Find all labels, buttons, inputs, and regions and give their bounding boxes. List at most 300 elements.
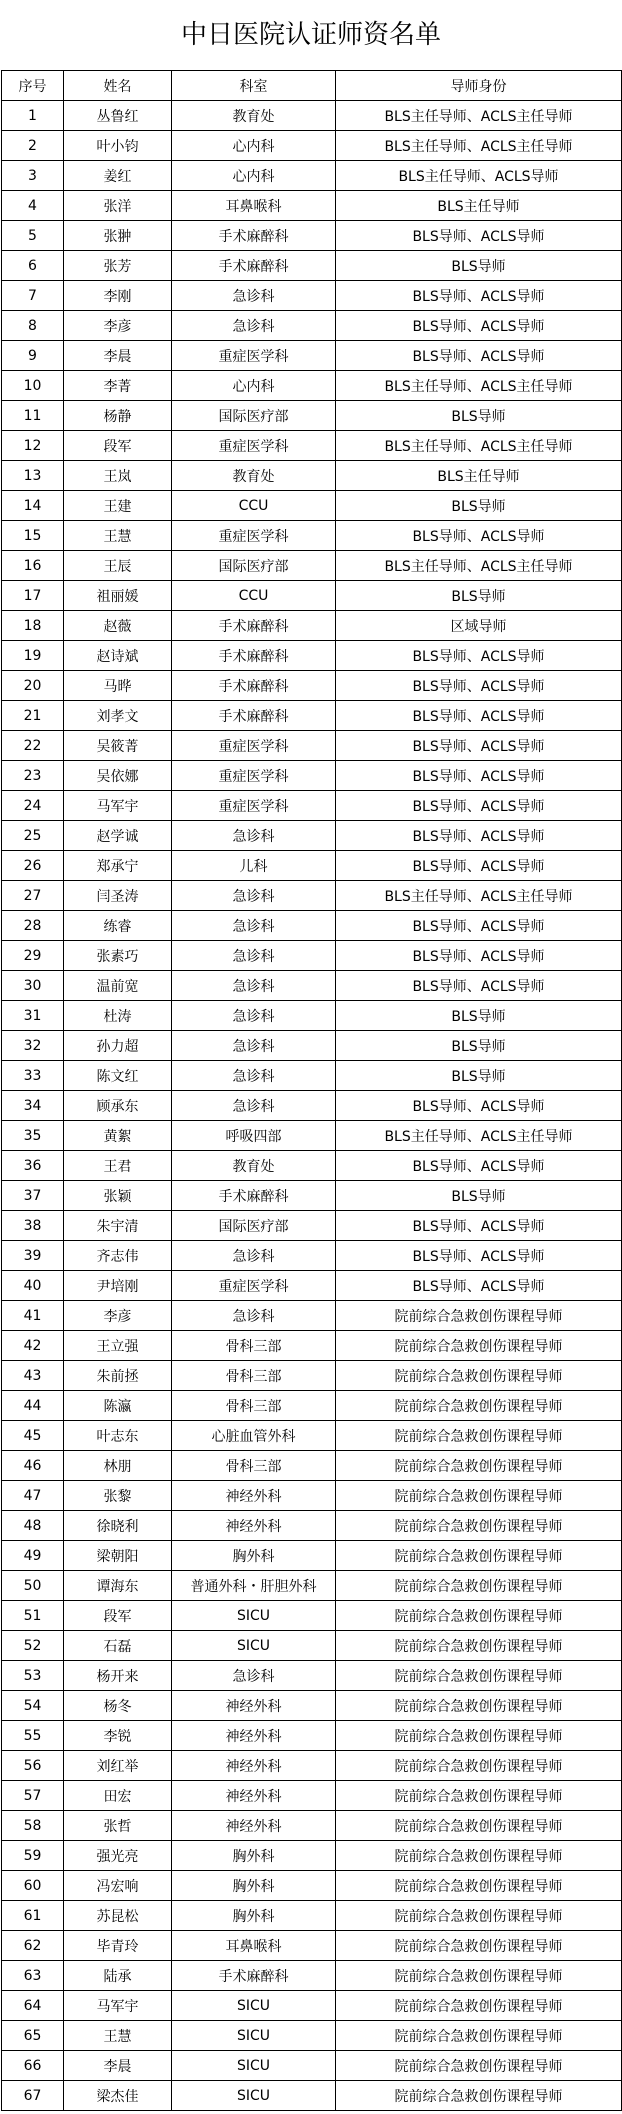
- cell-name: 陆承: [64, 1961, 172, 1991]
- table-row: [2, 371, 622, 401]
- cell-index: 58: [2, 1811, 64, 1841]
- cell-department: 重症医学科: [172, 791, 336, 821]
- cell-department: 儿科: [172, 851, 336, 881]
- table-row: [2, 1961, 622, 1991]
- cell-role: BLS主任导师、ACLS主任导师: [336, 431, 622, 461]
- cell-department: 心内科: [172, 161, 336, 191]
- cell-role: 院前综合急救创伤课程导师: [336, 1331, 622, 1361]
- cell-department: 教育处: [172, 461, 336, 491]
- cell-role: 院前综合急救创伤课程导师: [336, 1871, 622, 1901]
- table-row: [2, 1541, 622, 1571]
- table-row: [2, 1751, 622, 1781]
- cell-department: 骨科三部: [172, 1451, 336, 1481]
- cell-department: 急诊科: [172, 1001, 336, 1031]
- cell-role: BLS导师、ACLS导师: [336, 761, 622, 791]
- table-row: [2, 1601, 622, 1631]
- table-row: [2, 1061, 622, 1091]
- cell-department: 重症医学科: [172, 341, 336, 371]
- cell-name: 祖丽媛: [64, 581, 172, 611]
- faculty-table: [1, 70, 622, 2111]
- table-row: [2, 611, 622, 641]
- cell-role: 院前综合急救创伤课程导师: [336, 1991, 622, 2021]
- cell-role: BLS主任导师、ACLS主任导师: [336, 371, 622, 401]
- cell-role: BLS主任导师、ACLS主任导师: [336, 551, 622, 581]
- cell-name: 李彦: [64, 311, 172, 341]
- cell-name: 马军宇: [64, 791, 172, 821]
- cell-department: 急诊科: [172, 1031, 336, 1061]
- cell-name: 石磊: [64, 1631, 172, 1661]
- table-row: [2, 191, 622, 221]
- table-row: [2, 1121, 622, 1151]
- table-row: [2, 521, 622, 551]
- cell-name: 陈瀛: [64, 1391, 172, 1421]
- table-body: [2, 101, 622, 2111]
- cell-name: 顾承东: [64, 1091, 172, 1121]
- cell-index: 47: [2, 1481, 64, 1511]
- cell-role: BLS导师、ACLS导师: [336, 221, 622, 251]
- table-row: [2, 851, 622, 881]
- table-row: [2, 1241, 622, 1271]
- cell-name: 李彦: [64, 1301, 172, 1331]
- cell-name: 梁朝阳: [64, 1541, 172, 1571]
- cell-index: 9: [2, 341, 64, 371]
- cell-index: 42: [2, 1331, 64, 1361]
- header-index: 序号: [2, 71, 64, 101]
- cell-name: 杨静: [64, 401, 172, 431]
- cell-name: 张洋: [64, 191, 172, 221]
- cell-index: 17: [2, 581, 64, 611]
- cell-role: 院前综合急救创伤课程导师: [336, 1451, 622, 1481]
- cell-index: 43: [2, 1361, 64, 1391]
- cell-department: SICU: [172, 1601, 336, 1631]
- cell-index: 57: [2, 1781, 64, 1811]
- table-row: [2, 1871, 622, 1901]
- cell-name: 马军宇: [64, 1991, 172, 2021]
- cell-name: 李菁: [64, 371, 172, 401]
- table-row: [2, 101, 622, 131]
- cell-role: BLS导师、ACLS导师: [336, 641, 622, 671]
- cell-department: 重症医学科: [172, 521, 336, 551]
- cell-department: SICU: [172, 1991, 336, 2021]
- cell-department: 耳鼻喉科: [172, 191, 336, 221]
- cell-index: 16: [2, 551, 64, 581]
- cell-role: 院前综合急救创伤课程导师: [336, 1421, 622, 1451]
- cell-department: 重症医学科: [172, 731, 336, 761]
- cell-department: 骨科三部: [172, 1391, 336, 1421]
- table-row: [2, 1181, 622, 1211]
- table-row: [2, 1331, 622, 1361]
- cell-role: 院前综合急救创伤课程导师: [336, 1691, 622, 1721]
- cell-role: 院前综合急救创伤课程导师: [336, 1631, 622, 1661]
- table-row: [2, 341, 622, 371]
- cell-index: 5: [2, 221, 64, 251]
- cell-name: 郑承宁: [64, 851, 172, 881]
- table-row: [2, 1691, 622, 1721]
- cell-name: 张颖: [64, 1181, 172, 1211]
- cell-index: 23: [2, 761, 64, 791]
- cell-name: 徐晓利: [64, 1511, 172, 1541]
- cell-role: 院前综合急救创伤课程导师: [336, 1301, 622, 1331]
- cell-name: 叶小钧: [64, 131, 172, 161]
- table-row: [2, 1301, 622, 1331]
- table-row: [2, 1421, 622, 1451]
- page-title: 中日医院认证师资名单: [180, 20, 441, 50]
- cell-department: 急诊科: [172, 1301, 336, 1331]
- table-row: [2, 1811, 622, 1841]
- cell-index: 46: [2, 1451, 64, 1481]
- cell-name: 尹培刚: [64, 1271, 172, 1301]
- cell-index: 25: [2, 821, 64, 851]
- cell-index: 14: [2, 491, 64, 521]
- cell-department: 手术麻醉科: [172, 641, 336, 671]
- header-name: 姓名: [64, 71, 172, 101]
- cell-department: 重症医学科: [172, 431, 336, 461]
- cell-department: 急诊科: [172, 941, 336, 971]
- cell-department: 手术麻醉科: [172, 611, 336, 641]
- cell-index: 59: [2, 1841, 64, 1871]
- cell-role: BLS主任导师: [336, 461, 622, 491]
- table-row: [2, 2051, 622, 2081]
- table-row: [2, 1721, 622, 1751]
- cell-role: BLS主任导师: [336, 191, 622, 221]
- cell-role: 院前综合急救创伤课程导师: [336, 1841, 622, 1871]
- table-row: [2, 941, 622, 971]
- cell-department: 心脏血管外科: [172, 1421, 336, 1451]
- cell-role: BLS主任导师、ACLS主任导师: [336, 1121, 622, 1151]
- cell-role: BLS导师、ACLS导师: [336, 1211, 622, 1241]
- cell-index: 20: [2, 671, 64, 701]
- header-role: 导师身份: [336, 71, 622, 101]
- cell-name: 谭海东: [64, 1571, 172, 1601]
- cell-role: BLS导师、ACLS导师: [336, 731, 622, 761]
- table-row: [2, 431, 622, 461]
- cell-department: 神经外科: [172, 1511, 336, 1541]
- cell-name: 叶志东: [64, 1421, 172, 1451]
- cell-role: BLS导师、ACLS导师: [336, 311, 622, 341]
- cell-department: 急诊科: [172, 1241, 336, 1271]
- cell-index: 52: [2, 1631, 64, 1661]
- cell-role: 院前综合急救创伤课程导师: [336, 1781, 622, 1811]
- cell-name: 王慧: [64, 2021, 172, 2051]
- table-row: [2, 821, 622, 851]
- cell-role: BLS主任导师、ACLS导师: [336, 161, 622, 191]
- cell-name: 吴筱菁: [64, 731, 172, 761]
- cell-role: BLS导师、ACLS导师: [336, 1151, 622, 1181]
- cell-index: 1: [2, 101, 64, 131]
- cell-index: 38: [2, 1211, 64, 1241]
- table-row: [2, 161, 622, 191]
- cell-index: 21: [2, 701, 64, 731]
- table-row: [2, 401, 622, 431]
- table-row: [2, 701, 622, 731]
- table-row: [2, 461, 622, 491]
- cell-index: 51: [2, 1601, 64, 1631]
- table-row: [2, 1481, 622, 1511]
- cell-index: 2: [2, 131, 64, 161]
- table-row: [2, 281, 622, 311]
- cell-department: 急诊科: [172, 281, 336, 311]
- cell-name: 刘孝文: [64, 701, 172, 731]
- cell-department: 神经外科: [172, 1721, 336, 1751]
- table-row: [2, 791, 622, 821]
- cell-role: BLS导师、ACLS导师: [336, 791, 622, 821]
- cell-role: BLS导师: [336, 1001, 622, 1031]
- cell-role: 院前综合急救创伤课程导师: [336, 1961, 622, 1991]
- cell-role: 院前综合急救创伤课程导师: [336, 1541, 622, 1571]
- cell-index: 61: [2, 1901, 64, 1931]
- table-row: [2, 641, 622, 671]
- cell-name: 李锐: [64, 1721, 172, 1751]
- table-row: [2, 1031, 622, 1061]
- table-row: [2, 1091, 622, 1121]
- cell-role: BLS导师、ACLS导师: [336, 1091, 622, 1121]
- cell-name: 梁杰佳: [64, 2081, 172, 2111]
- table-row: [2, 971, 622, 1001]
- cell-department: 心内科: [172, 131, 336, 161]
- cell-name: 张芳: [64, 251, 172, 281]
- table-row: [2, 731, 622, 761]
- cell-name: 段军: [64, 1601, 172, 1631]
- cell-department: 手术麻醉科: [172, 1961, 336, 1991]
- cell-index: 30: [2, 971, 64, 1001]
- cell-role: BLS导师: [336, 251, 622, 281]
- cell-department: 国际医疗部: [172, 551, 336, 581]
- table-row: [2, 1271, 622, 1301]
- cell-index: 22: [2, 731, 64, 761]
- cell-department: 手术麻醉科: [172, 671, 336, 701]
- table-row: [2, 1781, 622, 1811]
- cell-role: BLS导师、ACLS导师: [336, 701, 622, 731]
- table-row: [2, 1901, 622, 1931]
- cell-name: 王辰: [64, 551, 172, 581]
- cell-department: 急诊科: [172, 821, 336, 851]
- cell-department: SICU: [172, 1631, 336, 1661]
- cell-department: SICU: [172, 2021, 336, 2051]
- cell-role: 院前综合急救创伤课程导师: [336, 1901, 622, 1931]
- cell-name: 王慧: [64, 521, 172, 551]
- cell-role: BLS导师、ACLS导师: [336, 1271, 622, 1301]
- cell-department: SICU: [172, 2081, 336, 2111]
- table-row: [2, 251, 622, 281]
- cell-role: 区域导师: [336, 611, 622, 641]
- cell-name: 温前宽: [64, 971, 172, 1001]
- cell-name: 李刚: [64, 281, 172, 311]
- table-row: [2, 761, 622, 791]
- cell-department: 神经外科: [172, 1691, 336, 1721]
- cell-name: 马晔: [64, 671, 172, 701]
- cell-role: BLS导师: [336, 581, 622, 611]
- cell-department: 呼吸四部: [172, 1121, 336, 1151]
- cell-department: CCU: [172, 581, 336, 611]
- table-row: [2, 1361, 622, 1391]
- cell-index: 28: [2, 911, 64, 941]
- cell-role: BLS主任导师、ACLS主任导师: [336, 881, 622, 911]
- cell-name: 王建: [64, 491, 172, 521]
- cell-index: 15: [2, 521, 64, 551]
- table-row: [2, 1451, 622, 1481]
- cell-department: 手术麻醉科: [172, 1181, 336, 1211]
- cell-index: 50: [2, 1571, 64, 1601]
- cell-name: 段军: [64, 431, 172, 461]
- cell-name: 丛鲁红: [64, 101, 172, 131]
- cell-index: 12: [2, 431, 64, 461]
- cell-department: SICU: [172, 2051, 336, 2081]
- cell-role: BLS导师、ACLS导师: [336, 281, 622, 311]
- cell-name: 吴依娜: [64, 761, 172, 791]
- cell-name: 田宏: [64, 1781, 172, 1811]
- cell-index: 40: [2, 1271, 64, 1301]
- cell-index: 7: [2, 281, 64, 311]
- cell-department: 胸外科: [172, 1841, 336, 1871]
- cell-role: BLS导师、ACLS导师: [336, 341, 622, 371]
- cell-name: 孙力超: [64, 1031, 172, 1061]
- cell-role: 院前综合急救创伤课程导师: [336, 1661, 622, 1691]
- cell-department: 胸外科: [172, 1901, 336, 1931]
- cell-role: BLS导师: [336, 491, 622, 521]
- table-row: [2, 551, 622, 581]
- cell-role: 院前综合急救创伤课程导师: [336, 2051, 622, 2081]
- cell-name: 毕青玲: [64, 1931, 172, 1961]
- cell-index: 11: [2, 401, 64, 431]
- cell-department: 教育处: [172, 101, 336, 131]
- cell-department: 急诊科: [172, 311, 336, 341]
- cell-department: 神经外科: [172, 1751, 336, 1781]
- cell-index: 31: [2, 1001, 64, 1031]
- table-row: [2, 2021, 622, 2051]
- table-row: [2, 1841, 622, 1871]
- table-row: [2, 881, 622, 911]
- cell-index: 6: [2, 251, 64, 281]
- cell-index: 53: [2, 1661, 64, 1691]
- cell-role: 院前综合急救创伤课程导师: [336, 1511, 622, 1541]
- cell-name: 朱前拯: [64, 1361, 172, 1391]
- cell-department: 普通外科・肝胆外科: [172, 1571, 336, 1601]
- cell-index: 35: [2, 1121, 64, 1151]
- cell-department: 急诊科: [172, 971, 336, 1001]
- cell-role: BLS导师、ACLS导师: [336, 851, 622, 881]
- cell-name: 杨开来: [64, 1661, 172, 1691]
- cell-role: 院前综合急救创伤课程导师: [336, 1361, 622, 1391]
- cell-department: 急诊科: [172, 1661, 336, 1691]
- cell-name: 陈文红: [64, 1061, 172, 1091]
- cell-department: 手术麻醉科: [172, 221, 336, 251]
- cell-index: 66: [2, 2051, 64, 2081]
- cell-index: 24: [2, 791, 64, 821]
- table-row: [2, 311, 622, 341]
- cell-role: BLS导师、ACLS导师: [336, 821, 622, 851]
- table-row: [2, 1661, 622, 1691]
- cell-index: 45: [2, 1421, 64, 1451]
- cell-name: 闫圣涛: [64, 881, 172, 911]
- cell-department: 急诊科: [172, 881, 336, 911]
- table-row: [2, 1511, 622, 1541]
- cell-department: 神经外科: [172, 1811, 336, 1841]
- table-row: [2, 1391, 622, 1421]
- cell-index: 4: [2, 191, 64, 221]
- cell-name: 练睿: [64, 911, 172, 941]
- cell-role: 院前综合急救创伤课程导师: [336, 1931, 622, 1961]
- cell-name: 刘红举: [64, 1751, 172, 1781]
- cell-index: 29: [2, 941, 64, 971]
- table-row: [2, 1211, 622, 1241]
- cell-name: 张素巧: [64, 941, 172, 971]
- cell-index: 54: [2, 1691, 64, 1721]
- cell-name: 张哲: [64, 1811, 172, 1841]
- cell-name: 朱宇清: [64, 1211, 172, 1241]
- cell-role: 院前综合急救创伤课程导师: [336, 1571, 622, 1601]
- cell-role: 院前综合急救创伤课程导师: [336, 2081, 622, 2111]
- cell-index: 41: [2, 1301, 64, 1331]
- cell-index: 55: [2, 1721, 64, 1751]
- cell-index: 37: [2, 1181, 64, 1211]
- cell-index: 39: [2, 1241, 64, 1271]
- table-row: [2, 131, 622, 161]
- cell-index: 62: [2, 1931, 64, 1961]
- cell-role: 院前综合急救创伤课程导师: [336, 1601, 622, 1631]
- table-row: [2, 1571, 622, 1601]
- cell-department: 手术麻醉科: [172, 251, 336, 281]
- cell-index: 19: [2, 641, 64, 671]
- cell-role: BLS导师、ACLS导师: [336, 941, 622, 971]
- cell-department: 胸外科: [172, 1871, 336, 1901]
- cell-name: 姜红: [64, 161, 172, 191]
- cell-department: 急诊科: [172, 911, 336, 941]
- cell-index: 48: [2, 1511, 64, 1541]
- table-row: [2, 221, 622, 251]
- cell-department: 教育处: [172, 1151, 336, 1181]
- cell-role: BLS主任导师、ACLS主任导师: [336, 131, 622, 161]
- cell-role: 院前综合急救创伤课程导师: [336, 1391, 622, 1421]
- cell-role: BLS导师: [336, 1061, 622, 1091]
- cell-role: BLS导师、ACLS导师: [336, 671, 622, 701]
- cell-name: 杜涛: [64, 1001, 172, 1031]
- cell-role: BLS导师: [336, 401, 622, 431]
- cell-index: 67: [2, 2081, 64, 2111]
- cell-name: 林朋: [64, 1451, 172, 1481]
- cell-role: 院前综合急救创伤课程导师: [336, 1721, 622, 1751]
- table-row: [2, 581, 622, 611]
- cell-index: 44: [2, 1391, 64, 1421]
- cell-index: 56: [2, 1751, 64, 1781]
- table-row: [2, 1631, 622, 1661]
- table-row: [2, 2081, 622, 2111]
- cell-name: 强光亮: [64, 1841, 172, 1871]
- cell-index: 27: [2, 881, 64, 911]
- cell-name: 杨冬: [64, 1691, 172, 1721]
- cell-department: 重症医学科: [172, 761, 336, 791]
- table-row: [2, 671, 622, 701]
- cell-role: BLS导师、ACLS导师: [336, 971, 622, 1001]
- cell-department: CCU: [172, 491, 336, 521]
- cell-role: 院前综合急救创伤课程导师: [336, 1481, 622, 1511]
- cell-department: 国际医疗部: [172, 1211, 336, 1241]
- header-department: 科室: [172, 71, 336, 101]
- cell-name: 齐志伟: [64, 1241, 172, 1271]
- cell-department: 神经外科: [172, 1781, 336, 1811]
- cell-index: 63: [2, 1961, 64, 1991]
- cell-name: 王立强: [64, 1331, 172, 1361]
- cell-index: 13: [2, 461, 64, 491]
- cell-name: 王岚: [64, 461, 172, 491]
- table-row: [2, 1931, 622, 1961]
- cell-role: 院前综合急救创伤课程导师: [336, 1811, 622, 1841]
- cell-name: 王君: [64, 1151, 172, 1181]
- cell-department: 急诊科: [172, 1061, 336, 1091]
- cell-name: 赵薇: [64, 611, 172, 641]
- cell-name: 冯宏响: [64, 1871, 172, 1901]
- cell-name: 张黎: [64, 1481, 172, 1511]
- cell-index: 33: [2, 1061, 64, 1091]
